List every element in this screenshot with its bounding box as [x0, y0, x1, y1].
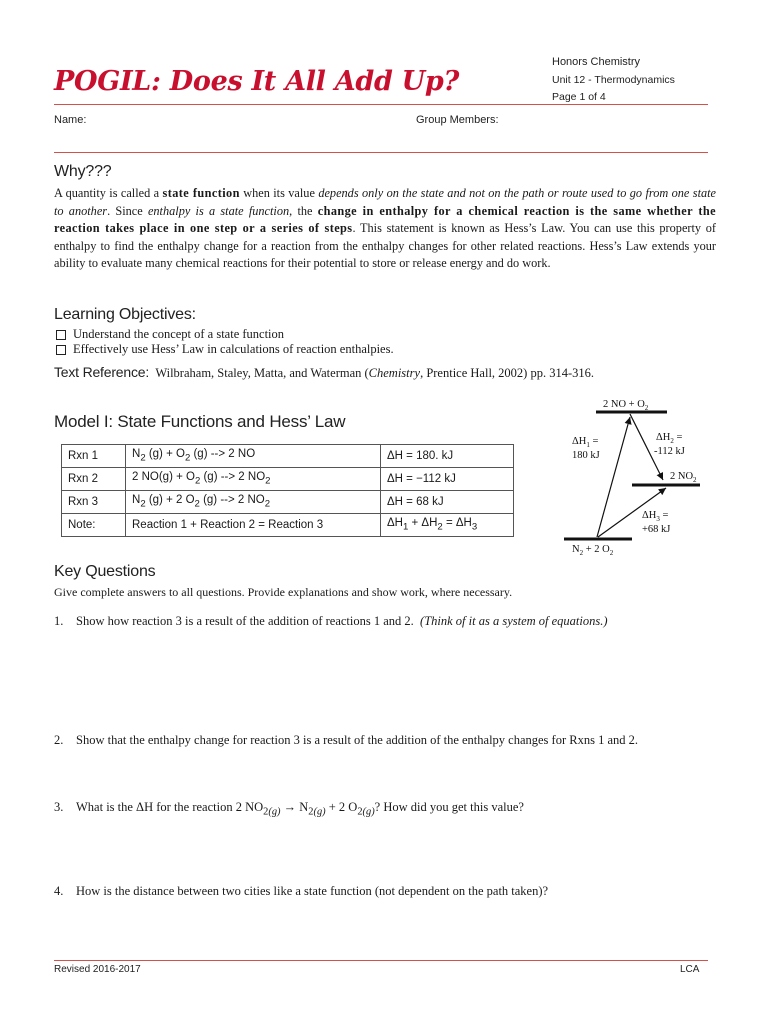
question-1: 1. Show how reaction 3 is a result of the addition of reactions 1 and 2. (Think of it as a system of equations.) — [54, 614, 608, 628]
course-name: Honors Chemistry — [552, 56, 641, 68]
table-row — [62, 491, 514, 514]
reaction-label: Rxn 1 — [62, 445, 126, 468]
why-paragraph: A quantity is called a state function when its value depends only on the state and not on the path or route used to go from one state to another. Since enthalpy is a state function, the change in enthalpy for a chemical reaction is the same whether the reaction takes place in one step or a series of steps. This statement is known as Hess’s Law. You can use this property of enthalpy to find the enthalpy change for a reaction from the enthalpy changes for other related reactions. Hess’s Law extends your ability to evaluate many chemical reactions for their potential to store or release energy and do work. — [54, 186, 717, 271]
key-questions-heading: Key Questions — [54, 563, 156, 580]
label-dh3-value: +68 kJ — [642, 524, 671, 535]
label-dh3: $\Delta H_3$ = — [642, 510, 669, 523]
page-title: POGIL: Does It All Add Up? — [54, 66, 459, 97]
label-dh2-value: -112 kJ — [654, 446, 685, 457]
enthalpy-level-diagram — [550, 392, 710, 564]
revision-note: Revised 2016-2017 — [54, 964, 141, 975]
reaction-label: Rxn 3 — [62, 491, 126, 514]
reactions-table — [61, 444, 514, 537]
model-heading: Model I: State Functions and Hess’ Law — [54, 412, 346, 431]
header-rule — [54, 104, 708, 105]
name-rule — [54, 152, 708, 153]
reaction-enthalpy: ΔH = 68 kJ — [381, 491, 514, 514]
reaction-equation: $N_2$ $(g) + O_2$ (g) --> 2 NO — [126, 445, 381, 468]
label-dh1-value: 180 kJ — [572, 450, 600, 461]
footer-rule — [54, 960, 708, 961]
key-questions-intro: Give complete answers to all questions. Provide explanations and show work, where necessary. — [54, 585, 513, 599]
question-2: 2. Show that the enthalpy change for reaction 3 is a result of the addition of the enthalpy changes for Rxns 1 and 2. — [54, 733, 638, 747]
label-2no2: 2 $NO_2$ — [670, 471, 697, 484]
reaction-equation: $N_2$ (g) + 2 $O_2$ (g) --> 2 $NO_2$ — [126, 491, 381, 514]
question-4: 4. How is the distance between two cities like a state function (not dependent on the path taken)? — [54, 884, 549, 898]
reaction-enthalpy: ΔH = 180. kJ — [381, 445, 514, 468]
table-row — [62, 514, 514, 537]
checkbox-icon — [56, 345, 66, 355]
text-reference: Text Reference: Wilbraham, Staley, Matta, and Waterman (Chemistry, Prentice Hall, 2002) pp. 314-316. — [54, 364, 594, 380]
reaction-enthalpy: ΔH = −112 kJ — [381, 468, 514, 491]
note-label: Note: — [62, 514, 126, 537]
objectives-heading: Learning Objectives: — [54, 306, 196, 323]
page-number: Page 1 of 4 — [552, 91, 606, 103]
checkbox-icon — [56, 330, 66, 340]
arrow-dh1 — [597, 417, 630, 537]
group-members-label: Group Members: — [416, 114, 499, 126]
note-equation: Reaction 1 + Reaction 2 = Reaction 3 — [126, 514, 381, 537]
objective-item: Effectively use Hess’ Law in calculations of reaction enthalpies. — [56, 342, 394, 357]
label-dh1: $\Delta H_1$ = — [572, 436, 599, 449]
reaction-equation: 2 $NO(g) + O_2$ (g) --> 2 $NO_2$ — [126, 468, 381, 491]
question-3: 3. What is the ΔH for the reaction 2 $NO_{2(g)} \to N_{2(g)} + 2$ $O_{2(g)}$? How did you get this value? — [54, 800, 524, 818]
reaction-label: Rxn 2 — [62, 468, 126, 491]
unit-name: Unit 12 - Thermodynamics — [552, 74, 675, 86]
table-row — [62, 445, 514, 468]
table-row — [62, 468, 514, 491]
label-dh2: $\Delta H_2$ = — [656, 432, 683, 445]
name-label: Name: — [54, 114, 87, 126]
objective-item: Understand the concept of a state function — [56, 327, 284, 342]
label-2no-o2: 2 NO + $O_2$ — [603, 399, 649, 412]
label-n2-2o2: $N_2 + 2$ $O_2$ — [572, 544, 614, 557]
author-initials: LCA — [680, 964, 700, 975]
note-enthalpy: $\Delta H_1 + \Delta H_2 = \Delta H_3$ — [381, 514, 514, 537]
why-heading: Why??? — [54, 163, 112, 180]
